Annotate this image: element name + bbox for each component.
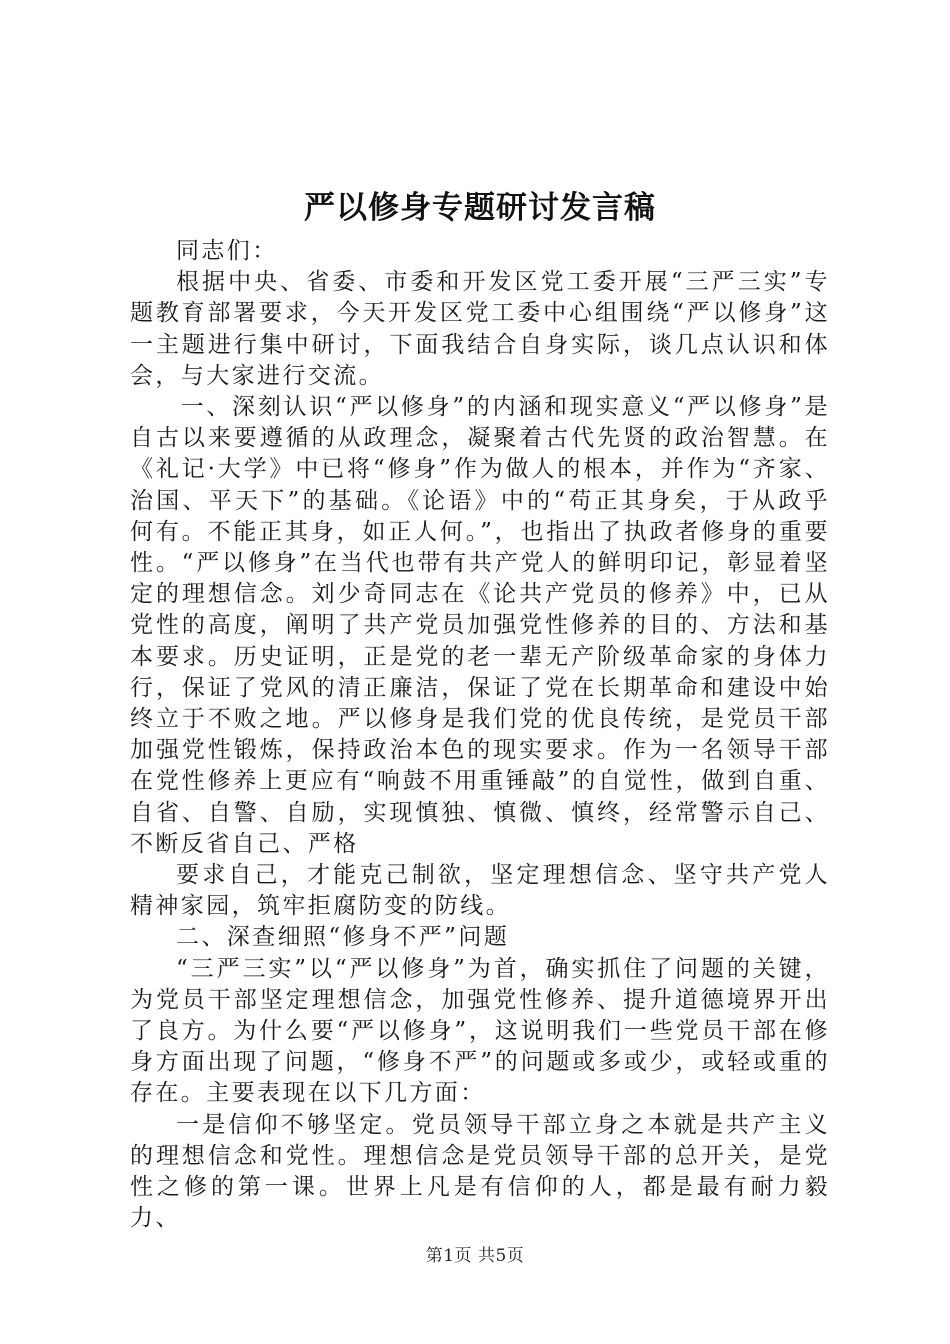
document-body bbox=[130, 236, 830, 1235]
document-title: 严以修身专题研讨发言稿 bbox=[304, 190, 656, 226]
paragraph-section-one: 一、深刻认识“严以修身”的内涵和现实意义“严以修身”是自古以来要遵循的从政理念，凝聚着古代先贤的政治智慧。在《礼记·大学》中已将“修身”作为做人的根本，并作为“齐家、治国、平天下”的基础。《论语》中的“苟正其身矣，于从政乎何有。不能正其身，如正人何。”，也指出了执政者修身的重要性。“严以修身”在当代也带有共产党人的鲜明印记，彰显着坚定的理想信念。刘少奇同志在《论共产党员的修养》中，已从党性的高度，阐明了共产党员加强党性修养的目的、方法和基本要求。历史证明，正是党的老一辈无产阶级革命家的身体力行，保证了党风的清正廉洁，保证了党在长期革命和建设中始终立于不败之地。严以修身是我们党的优良传统，是党员干部加强党性锻炼，保持政治本色的现实要求。作为一名领导干部在党性修养上更应有“响鼓不用重锤敲”的自觉性，做到自重、自省、自警、自励，实现慎独、慎微、慎终，经常警示自己、不断反省自己、严格 bbox=[130, 394, 830, 857]
paragraph-section-two: “三严三实”以“严以修身”为首，确实抓住了问题的关键，为党员干部坚定理想信念，加强党性修养、提升道德境界开出了良方。为什么要“严以修身”，这说明我们一些党员干部在修身方面出现了问题，“修身不严”的问题或多或少，或轻或重的存在。主要表现在以下几方面： bbox=[130, 955, 830, 1107]
page-number-footer: 第1页 共5页 bbox=[425, 1246, 525, 1266]
paragraph-salutation: 同志们： bbox=[176, 238, 278, 264]
paragraph-section-two-heading: 二、深查细照“修身不严”问题 bbox=[176, 924, 510, 951]
paragraph-intro: 根据中央、省委、市委和开发区党工委开展“三严三实”专题教育部署要求，今天开发区党工委中心组围绕“严以修身”这一主题进行集中研讨，下面我结合自身实际，谈几点认识和体会，与大家进行交流。 bbox=[130, 269, 830, 389]
paragraph-point-one: 一是信仰不够坚定。党员领导干部立身之本就是共产主义的理想信念和党性。理想信念是党员领导干部的总开关，是党性之修的第一课。世界上凡是有信仰的人，都是最有耐力毅力、 bbox=[130, 1111, 830, 1232]
paragraph-section-one-continued: 要求自己，才能克己制欲，坚定理想信念、坚守共产党人精神家园，筑牢拒腐防变的防线。 bbox=[130, 862, 830, 920]
